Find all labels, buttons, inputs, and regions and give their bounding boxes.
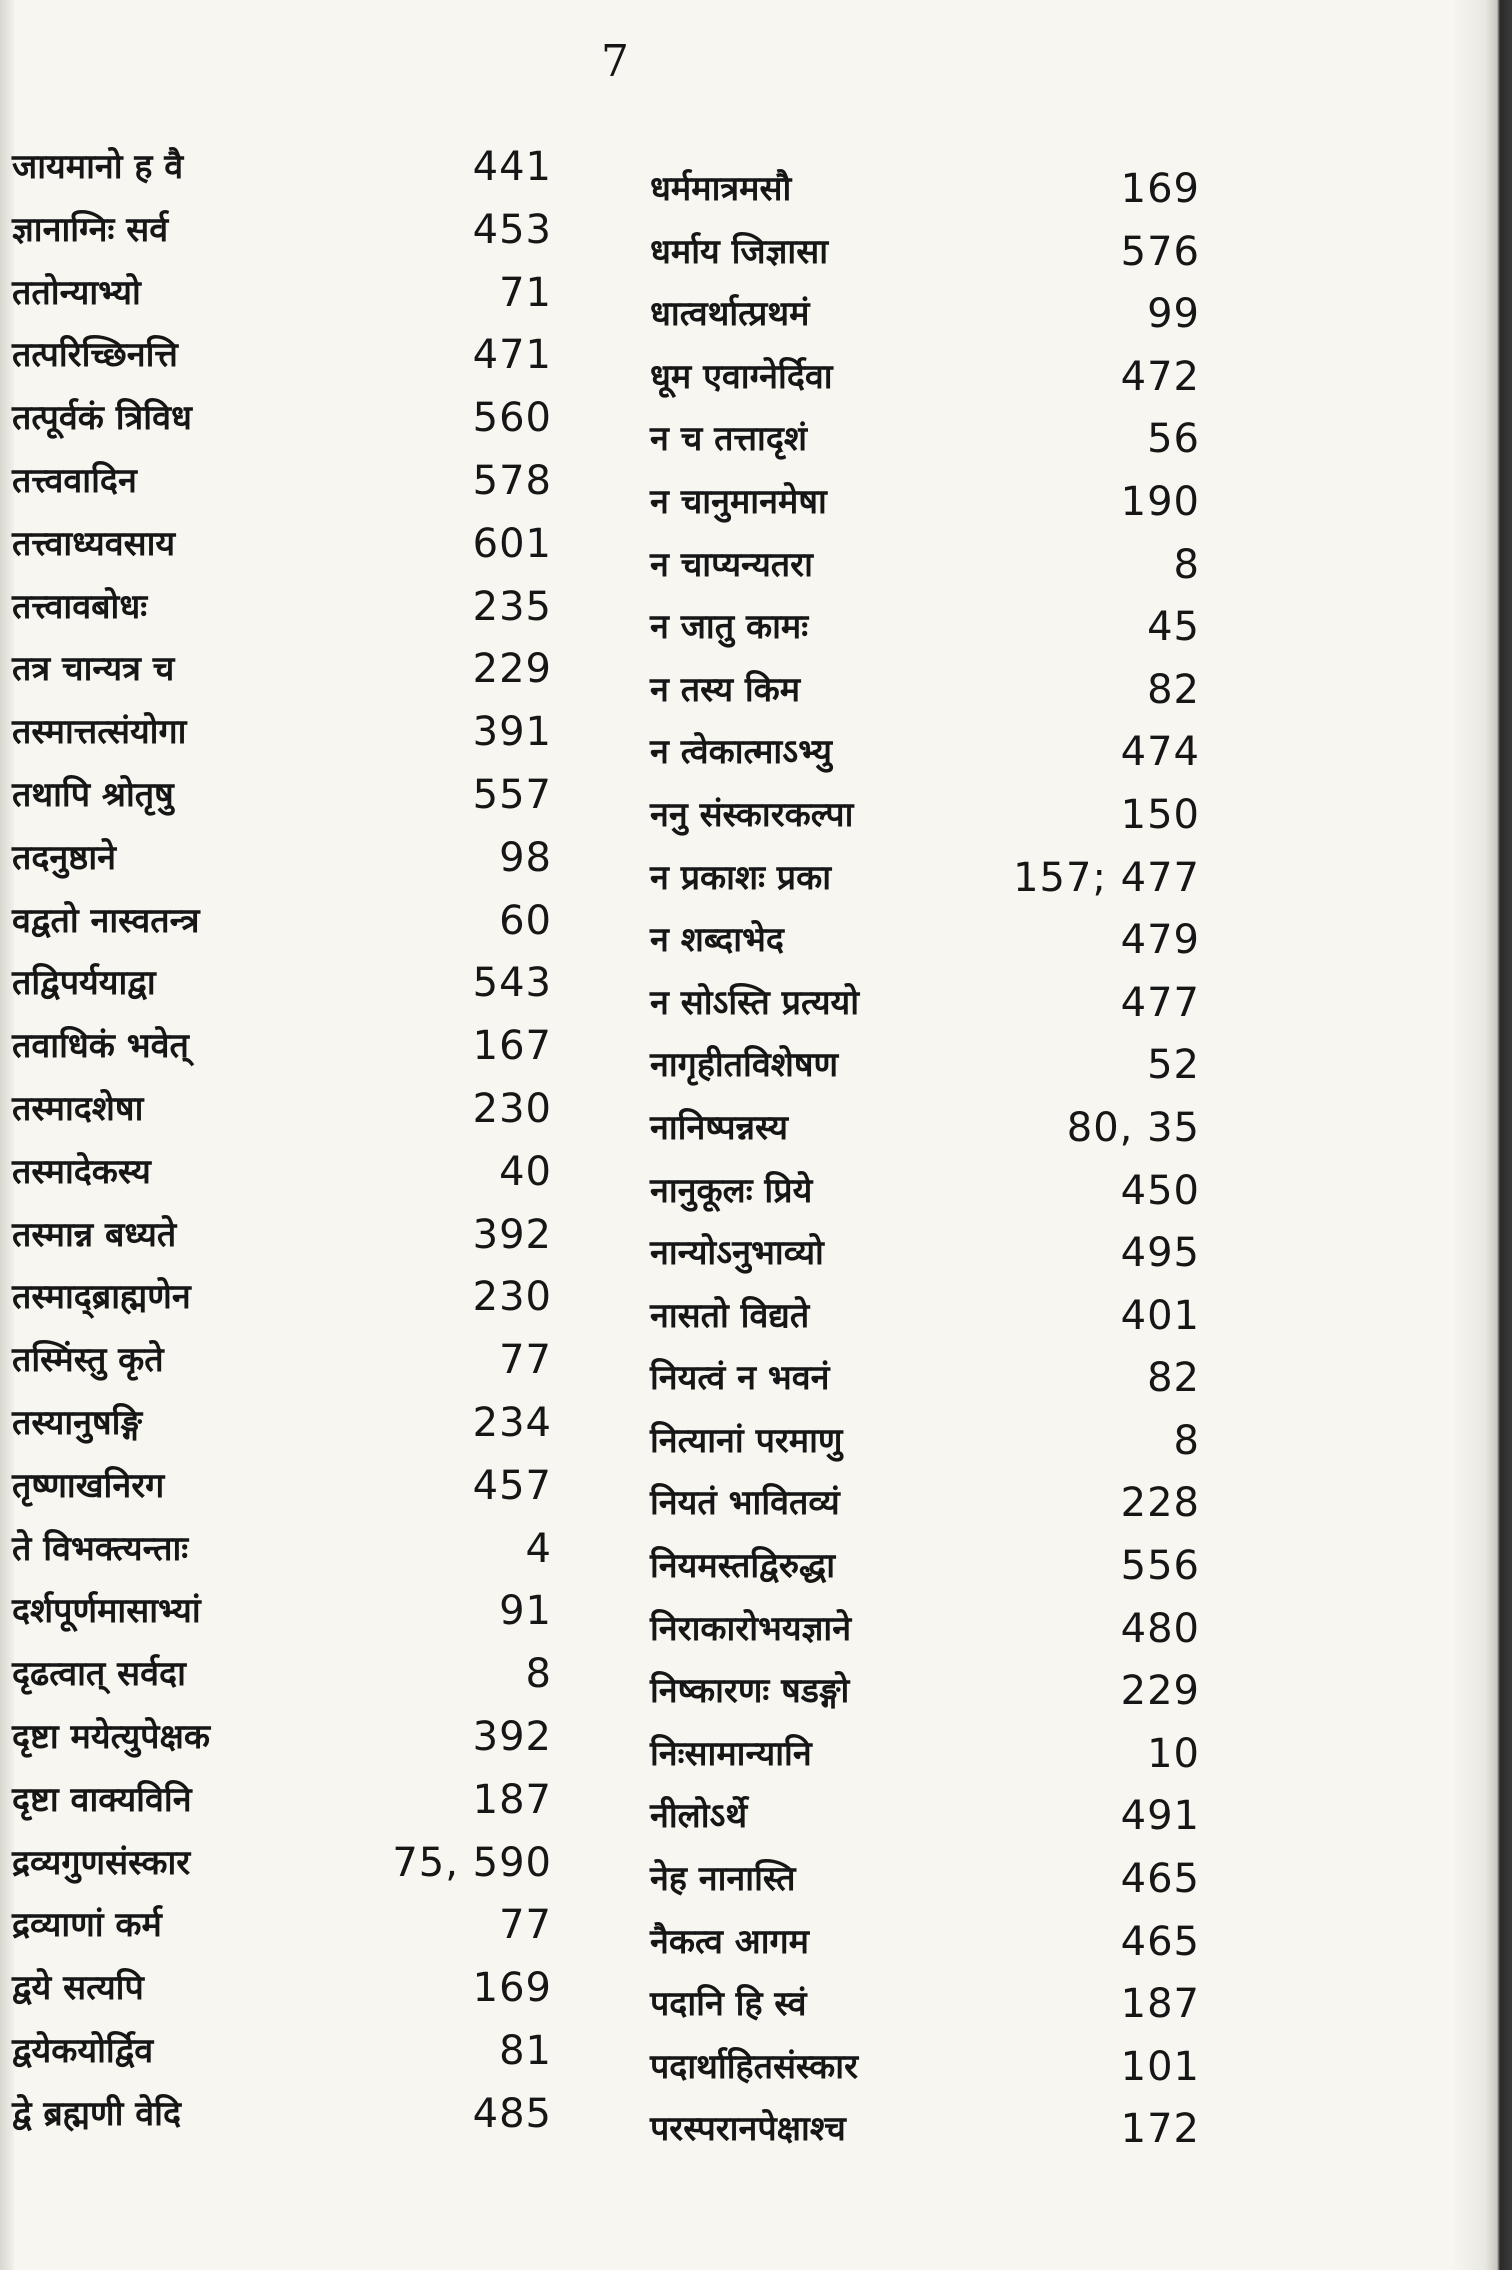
index-entry (12, 1900, 572, 1963)
entry-page-ref: 465 (1120, 1918, 1200, 1965)
index-entry (12, 456, 572, 519)
entry-page-ref: 8 (1173, 1417, 1200, 1464)
entry-page-ref: 576 (1120, 228, 1200, 275)
entry-text: तथापि श्रोतृषु (12, 774, 174, 815)
entry-text: ज्ञानाग्निः सर्व (12, 209, 169, 250)
entry-text: द्वयेकयोर्द्विव (12, 2030, 154, 2071)
entry-page-ref: 190 (1120, 478, 1200, 525)
entry-page-ref: 457 (472, 1462, 552, 1509)
entry-text: ते विभक्त्यन्ताः (12, 1528, 189, 1569)
entry-page-ref: 71 (499, 269, 552, 316)
entry-page-ref: 187 (1120, 1981, 1200, 2028)
entry-text: नान्योऽनुभाव्यो (650, 1233, 824, 1274)
index-entry (650, 1979, 1220, 2042)
index-entry (12, 644, 572, 707)
entry-text: पदानि हि स्वं (650, 1984, 807, 2025)
entry-page-ref: 495 (1120, 1230, 1200, 1277)
index-entry (12, 142, 572, 205)
entry-text: नैकत्व आगम (650, 1921, 809, 1962)
index-entry (12, 1147, 572, 1210)
entry-page-ref: 556 (1120, 1543, 1200, 1590)
entry-text: तस्माद्ब्राह्मणेन (12, 1277, 191, 1318)
entry-page-ref: 75, 590 (392, 1839, 552, 1886)
entry-text: निष्कारणः षडङ्गो (650, 1671, 850, 1712)
index-entry (12, 1712, 572, 1775)
entry-text: नासतो विद्यते (650, 1295, 810, 1336)
entry-page-ref: 472 (1120, 353, 1200, 400)
entry-page-ref: 8 (1173, 541, 1200, 588)
entry-text: वद्वतो नास्वतन्त्र (12, 900, 200, 941)
entry-page-ref: 40 (499, 1148, 552, 1195)
entry-page-ref: 474 (1120, 729, 1200, 776)
entry-text: नियत्वं न भवनं (650, 1358, 830, 1399)
index-entry (650, 289, 1220, 352)
index-entry (12, 707, 572, 770)
entry-page-ref: 578 (472, 457, 552, 504)
entry-page-ref: 82 (1147, 666, 1200, 713)
entry-page-ref: 167 (472, 1023, 552, 1070)
entry-text: नेह नानास्ति (650, 1859, 796, 1900)
index-entry (12, 582, 572, 645)
entry-page-ref: 80, 35 (1066, 1104, 1200, 1151)
index-entry (12, 1084, 572, 1147)
entry-text: जायमानो ह वै (12, 147, 184, 187)
index-entry (650, 1040, 1220, 1103)
index-entry (12, 1649, 572, 1712)
index-entry (650, 1604, 1220, 1667)
index-entry (12, 1524, 572, 1587)
entry-page-ref: 172 (1120, 2106, 1200, 2153)
entry-page-ref: 491 (1120, 1793, 1200, 1840)
scan-edge-right (1452, 0, 1512, 2270)
index-entry (12, 2026, 572, 2089)
entry-text: न च तत्तादृशं (650, 419, 807, 460)
entry-text: ननु संस्कारकल्पा (650, 794, 854, 835)
index-entry (12, 1963, 572, 2026)
entry-page-ref: 56 (1147, 416, 1200, 463)
index-entry (650, 1917, 1220, 1980)
entry-page-ref: 480 (1120, 1605, 1200, 1652)
index-entry (650, 915, 1220, 978)
index-entry (650, 1416, 1220, 1479)
entry-text: न सोऽस्ति प्रत्ययो (650, 982, 860, 1023)
index-entry (650, 164, 1220, 227)
index-column-left (12, 142, 572, 2152)
entry-text: द्वये सत्यपि (12, 1968, 144, 2009)
entry-text: तद्विपर्ययाद्वा (12, 963, 156, 1004)
index-entry (650, 1541, 1220, 1604)
entry-page-ref: 81 (499, 2027, 552, 2074)
index-entry (650, 1729, 1220, 1792)
entry-page-ref: 150 (1120, 791, 1200, 838)
index-entry (650, 227, 1220, 290)
entry-page-ref: 8 (525, 1651, 552, 1698)
entry-page-ref: 99 (1147, 291, 1200, 338)
index-entry (12, 2089, 572, 2152)
index-entry (12, 833, 572, 896)
index-entry (650, 853, 1220, 916)
index-column-right (650, 142, 1220, 2153)
index-entry (12, 330, 572, 393)
index-entry (650, 1291, 1220, 1354)
index-entry (12, 1398, 572, 1461)
entry-page-ref: 391 (472, 709, 552, 756)
entry-page-ref: 392 (472, 1713, 552, 1760)
index-entry (650, 1666, 1220, 1729)
index-entry (12, 268, 572, 331)
index-entry (12, 1461, 572, 1524)
entry-text: न तस्य किम (650, 669, 801, 710)
index-entry (650, 1854, 1220, 1917)
index-entry (12, 896, 572, 959)
index-entry (650, 1228, 1220, 1291)
entry-text: नित्यानां परमाणु (650, 1420, 843, 1461)
index-entry (650, 414, 1220, 477)
index-entry (650, 1791, 1220, 1854)
entry-page-ref: 465 (1120, 1856, 1200, 1903)
entry-text: तत्त्वावबोधः (12, 586, 148, 627)
entry-page-ref: 392 (472, 1211, 552, 1258)
entry-page-ref: 4 (525, 1525, 552, 1572)
entry-text: नागृहीतविशेषण (650, 1045, 839, 1086)
entry-text: तस्मान्न बध्यते (12, 1214, 177, 1255)
index-entry (650, 1478, 1220, 1541)
entry-page-ref: 450 (1120, 1167, 1200, 1214)
entry-page-ref: 230 (472, 1085, 552, 1132)
index-entry (650, 2042, 1220, 2105)
index-entry (650, 1353, 1220, 1416)
entry-text: नानुकूलः प्रिये (650, 1170, 813, 1211)
index-entry (650, 1103, 1220, 1166)
entry-text: द्वे ब्रह्मणी वेदि (12, 2093, 182, 2134)
entry-page-ref: 77 (499, 1902, 552, 1949)
entry-text: परस्परानपेक्षाश्च (650, 2109, 846, 2150)
entry-page-ref: 485 (472, 2090, 552, 2137)
entry-text: न जातु कामः (650, 607, 809, 648)
entry-page-ref: 60 (499, 897, 552, 944)
index-entry (650, 665, 1220, 728)
entry-text: दृष्टा मयेत्युपेक्षक (12, 1716, 210, 1757)
entry-page-ref: 235 (472, 583, 552, 630)
entry-page-ref: 77 (499, 1337, 552, 1384)
index-entry (12, 1210, 572, 1273)
entry-page-ref: 229 (472, 646, 552, 693)
entry-text: द्रव्याणां कर्म (12, 1905, 162, 1946)
index-entry (650, 727, 1220, 790)
entry-text: दर्शपूर्णमासाभ्यां (12, 1591, 201, 1632)
entry-text: धूम एवाग्नेर्दिवा (650, 356, 833, 397)
entry-text: धर्माय जिज्ञासा (650, 231, 829, 272)
entry-text: ततोन्याभ्यो (12, 272, 141, 313)
index-entry (650, 1166, 1220, 1229)
entry-page-ref: 479 (1120, 917, 1200, 964)
entry-page-ref: 91 (499, 1588, 552, 1635)
entry-text: तदनुष्ठाने (12, 837, 117, 878)
entry-text: द्रव्यगुणसंस्कार (12, 1842, 191, 1883)
index-entry (12, 1272, 572, 1335)
index-entry (12, 770, 572, 833)
entry-page-ref: 234 (472, 1399, 552, 1446)
entry-text: न प्रकाशः प्रका (650, 857, 832, 898)
index-entry (650, 540, 1220, 603)
index-entry (12, 1775, 572, 1838)
index-entry (12, 1838, 572, 1901)
entry-page-ref: 543 (472, 960, 552, 1007)
index-entry (12, 393, 572, 456)
entry-page-ref: 187 (472, 1776, 552, 1823)
entry-text: निराकारोभयज्ञाने (650, 1608, 852, 1649)
entry-text: नियमस्तद्विरुद्धा (650, 1546, 835, 1587)
entry-page-ref: 401 (1120, 1292, 1200, 1339)
entry-text: दृढत्वात् सर्वदा (12, 1654, 186, 1695)
entry-page-ref: 169 (1120, 166, 1200, 212)
index-entry (12, 1586, 572, 1649)
entry-page-ref: 477 (1120, 979, 1200, 1026)
entry-text: धात्वर्थात्प्रथमं (650, 294, 810, 335)
entry-page-ref: 169 (472, 1965, 552, 2012)
entry-text: नानिष्पन्नस्य (650, 1107, 788, 1148)
entry-text: न चानुमानमेषा (650, 481, 827, 522)
entry-page-ref: 441 (472, 144, 552, 190)
entry-page-ref: 52 (1147, 1042, 1200, 1089)
entry-page-ref: 471 (472, 332, 552, 379)
index-entry (12, 1335, 572, 1398)
entry-text: पदार्थाहितसंस्कार (650, 2046, 858, 2087)
entry-page-ref: 228 (1120, 1480, 1200, 1527)
entry-page-ref: 230 (472, 1274, 552, 1321)
index-entry (650, 352, 1220, 415)
entry-page-ref: 601 (472, 520, 552, 567)
entry-text: तस्मादेकस्य (12, 1151, 151, 1192)
index-entry (12, 1021, 572, 1084)
entry-page-ref: 98 (499, 834, 552, 881)
entry-text: तत्त्वाध्यवसाय (12, 523, 176, 564)
entry-page-ref: 45 (1147, 604, 1200, 651)
index-entry (650, 477, 1220, 540)
entry-page-ref: 229 (1120, 1668, 1200, 1715)
index-entry (650, 790, 1220, 853)
entry-text: तत्परिच्छिनत्ति (12, 335, 178, 376)
entry-page-ref: 82 (1147, 1355, 1200, 1402)
entry-text: निःसामान्यानि (650, 1733, 812, 1774)
entry-page-ref: 453 (472, 206, 552, 253)
entry-page-ref: 101 (1120, 2043, 1200, 2090)
entry-text: न चाप्यन्यतरा (650, 544, 813, 585)
entry-text: तृष्णाखनिरग (12, 1465, 165, 1506)
entry-text: नियतं भावितव्यं (650, 1483, 840, 1524)
entry-text: नीलोऽर्थे (650, 1796, 748, 1837)
entry-text: तस्यानुषङ्गि (12, 1402, 142, 1443)
index-entry (650, 602, 1220, 665)
index-entry (650, 2104, 1220, 2167)
index-entry (12, 205, 572, 268)
entry-text: धर्ममात्रमसौ (650, 169, 792, 209)
entry-page-ref: 10 (1147, 1730, 1200, 1777)
entry-text: तस्मादशेषा (12, 1088, 144, 1129)
entry-text: तवाधिकं भवेत् (12, 1026, 189, 1067)
entry-page-ref: 557 (472, 771, 552, 818)
entry-text: न त्वेकात्माऽभ्यु (650, 732, 832, 773)
entry-text: दृष्टा वाक्यविनि (12, 1779, 192, 1820)
entry-text: तत्त्ववादिन (12, 460, 137, 501)
index-entry (650, 978, 1220, 1041)
page-number: 7 (601, 36, 629, 87)
entry-text: तत्र चान्यत्र च (12, 649, 175, 690)
entry-text: तत्पूर्वकं त्रिविध (12, 398, 192, 439)
index-entry (12, 519, 572, 582)
entry-text: तस्मिंस्तु कृते (12, 1340, 164, 1381)
entry-page-ref: 560 (472, 395, 552, 442)
entry-text: तस्मात्तत्संयोगा (12, 712, 187, 753)
index-entry (12, 958, 572, 1021)
entry-page-ref: 157; 477 (1013, 854, 1200, 901)
entry-text: न शब्दाभेद (650, 920, 784, 961)
